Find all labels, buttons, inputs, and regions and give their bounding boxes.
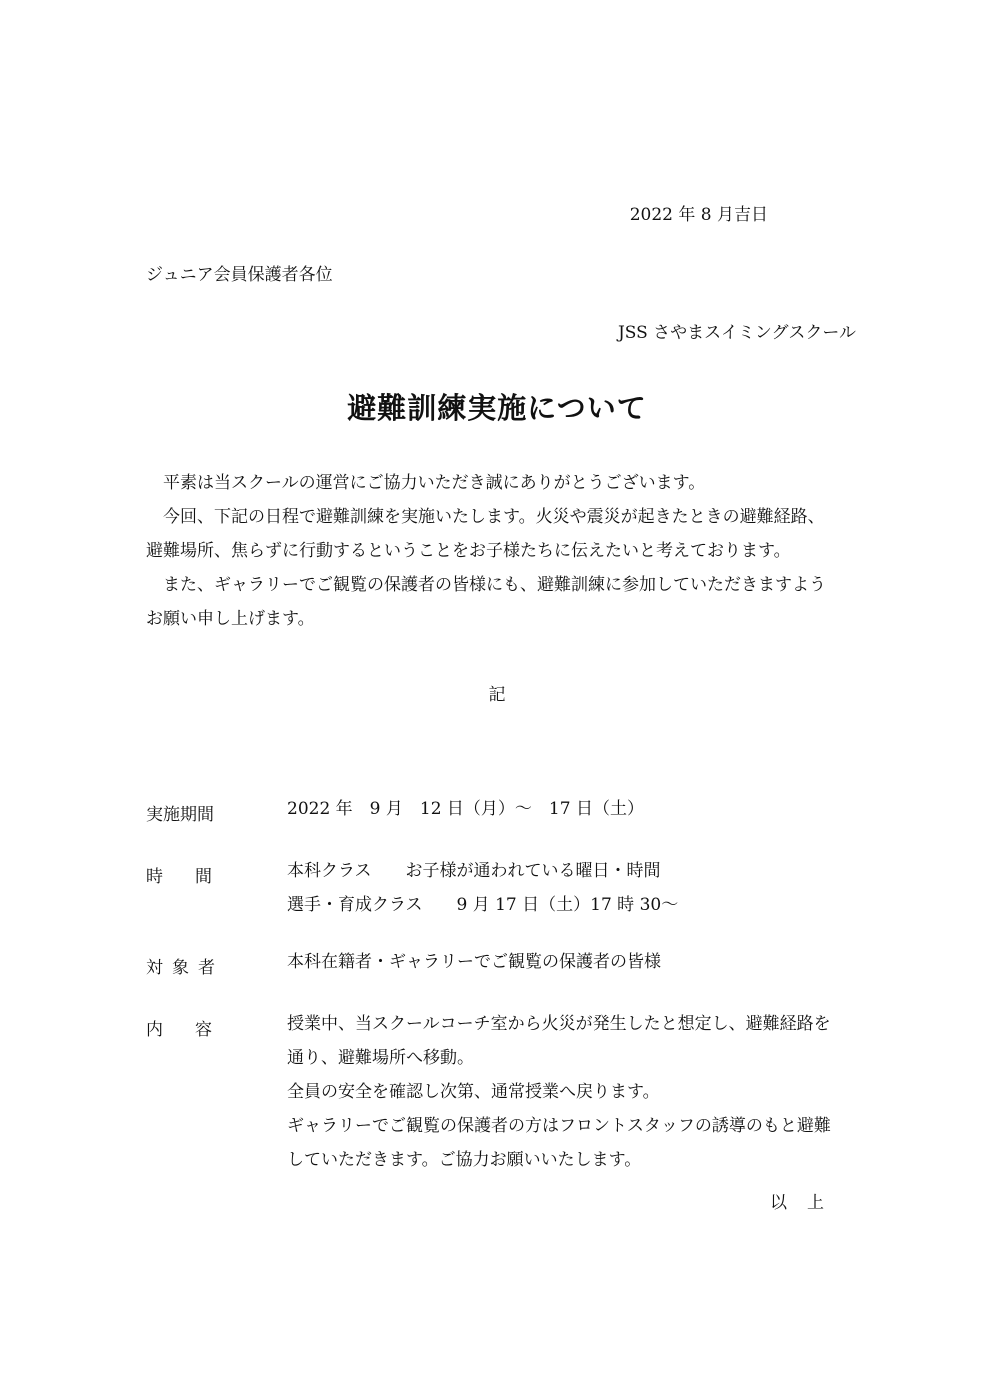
time-label: 時間: [146, 867, 244, 887]
document-date: 2022 年 8 月吉日: [629, 205, 768, 225]
content-value: [287, 1007, 831, 1177]
body-line: また、ギャラリーでご観覧の保護者の皆様にも、避難訓練に参加していただきますよう: [163, 575, 826, 595]
closing-mark: 以上: [770, 1193, 844, 1213]
content-line: ギャラリーでご観覧の保護者の方はフロントスタッフの誘導のもと避難: [287, 1116, 831, 1136]
body-line: お願い申し上げます。: [146, 609, 315, 629]
page-title: 避難訓練実施について: [347, 391, 647, 425]
period-value: [287, 792, 644, 826]
time-line: 選手・育成クラス 9 月 17 日（土）17 時 30～: [287, 895, 679, 915]
ki-heading: 記: [488, 685, 506, 705]
addressee: ジュニア会員保護者各位: [146, 265, 333, 285]
body-line: 今回、下記の日程で避難訓練を実施いたします。火災や震災が起きたときの避難経路、: [163, 507, 825, 527]
target-label: 対象者: [146, 958, 224, 978]
period-label: 実施期間: [146, 805, 214, 825]
content-line: 全員の安全を確認し次第、通常授業へ戻ります。: [287, 1082, 660, 1102]
sender: JSS さやまスイミングスクール: [617, 323, 856, 343]
time-line: 本科クラス お子様が通われている曜日・時間: [287, 861, 661, 881]
content-label: 内容: [146, 1020, 244, 1040]
body-line: 避難場所、焦らずに行動するということをお子様たちに伝えたいと考えております。: [146, 541, 791, 561]
body-line: 平素は当スクールの運営にご協力いただき誠にありがとうございます。: [163, 473, 706, 493]
content-line: していただきます。ご協力お願いいたします。: [287, 1150, 642, 1170]
content-line: 通り、避難場所へ移動。: [287, 1048, 474, 1068]
time-value: [287, 854, 678, 922]
target-value: [287, 945, 661, 979]
body-paragraph: [146, 466, 866, 636]
target-text: 本科在籍者・ギャラリーでご観覧の保護者の皆様: [287, 952, 661, 972]
content-line: 授業中、当スクールコーチ室から火災が発生したと想定し、避難経路を: [287, 1014, 831, 1034]
period-text: 2022 年 9 月 12 日（月）～ 17 日（土）: [287, 799, 644, 819]
